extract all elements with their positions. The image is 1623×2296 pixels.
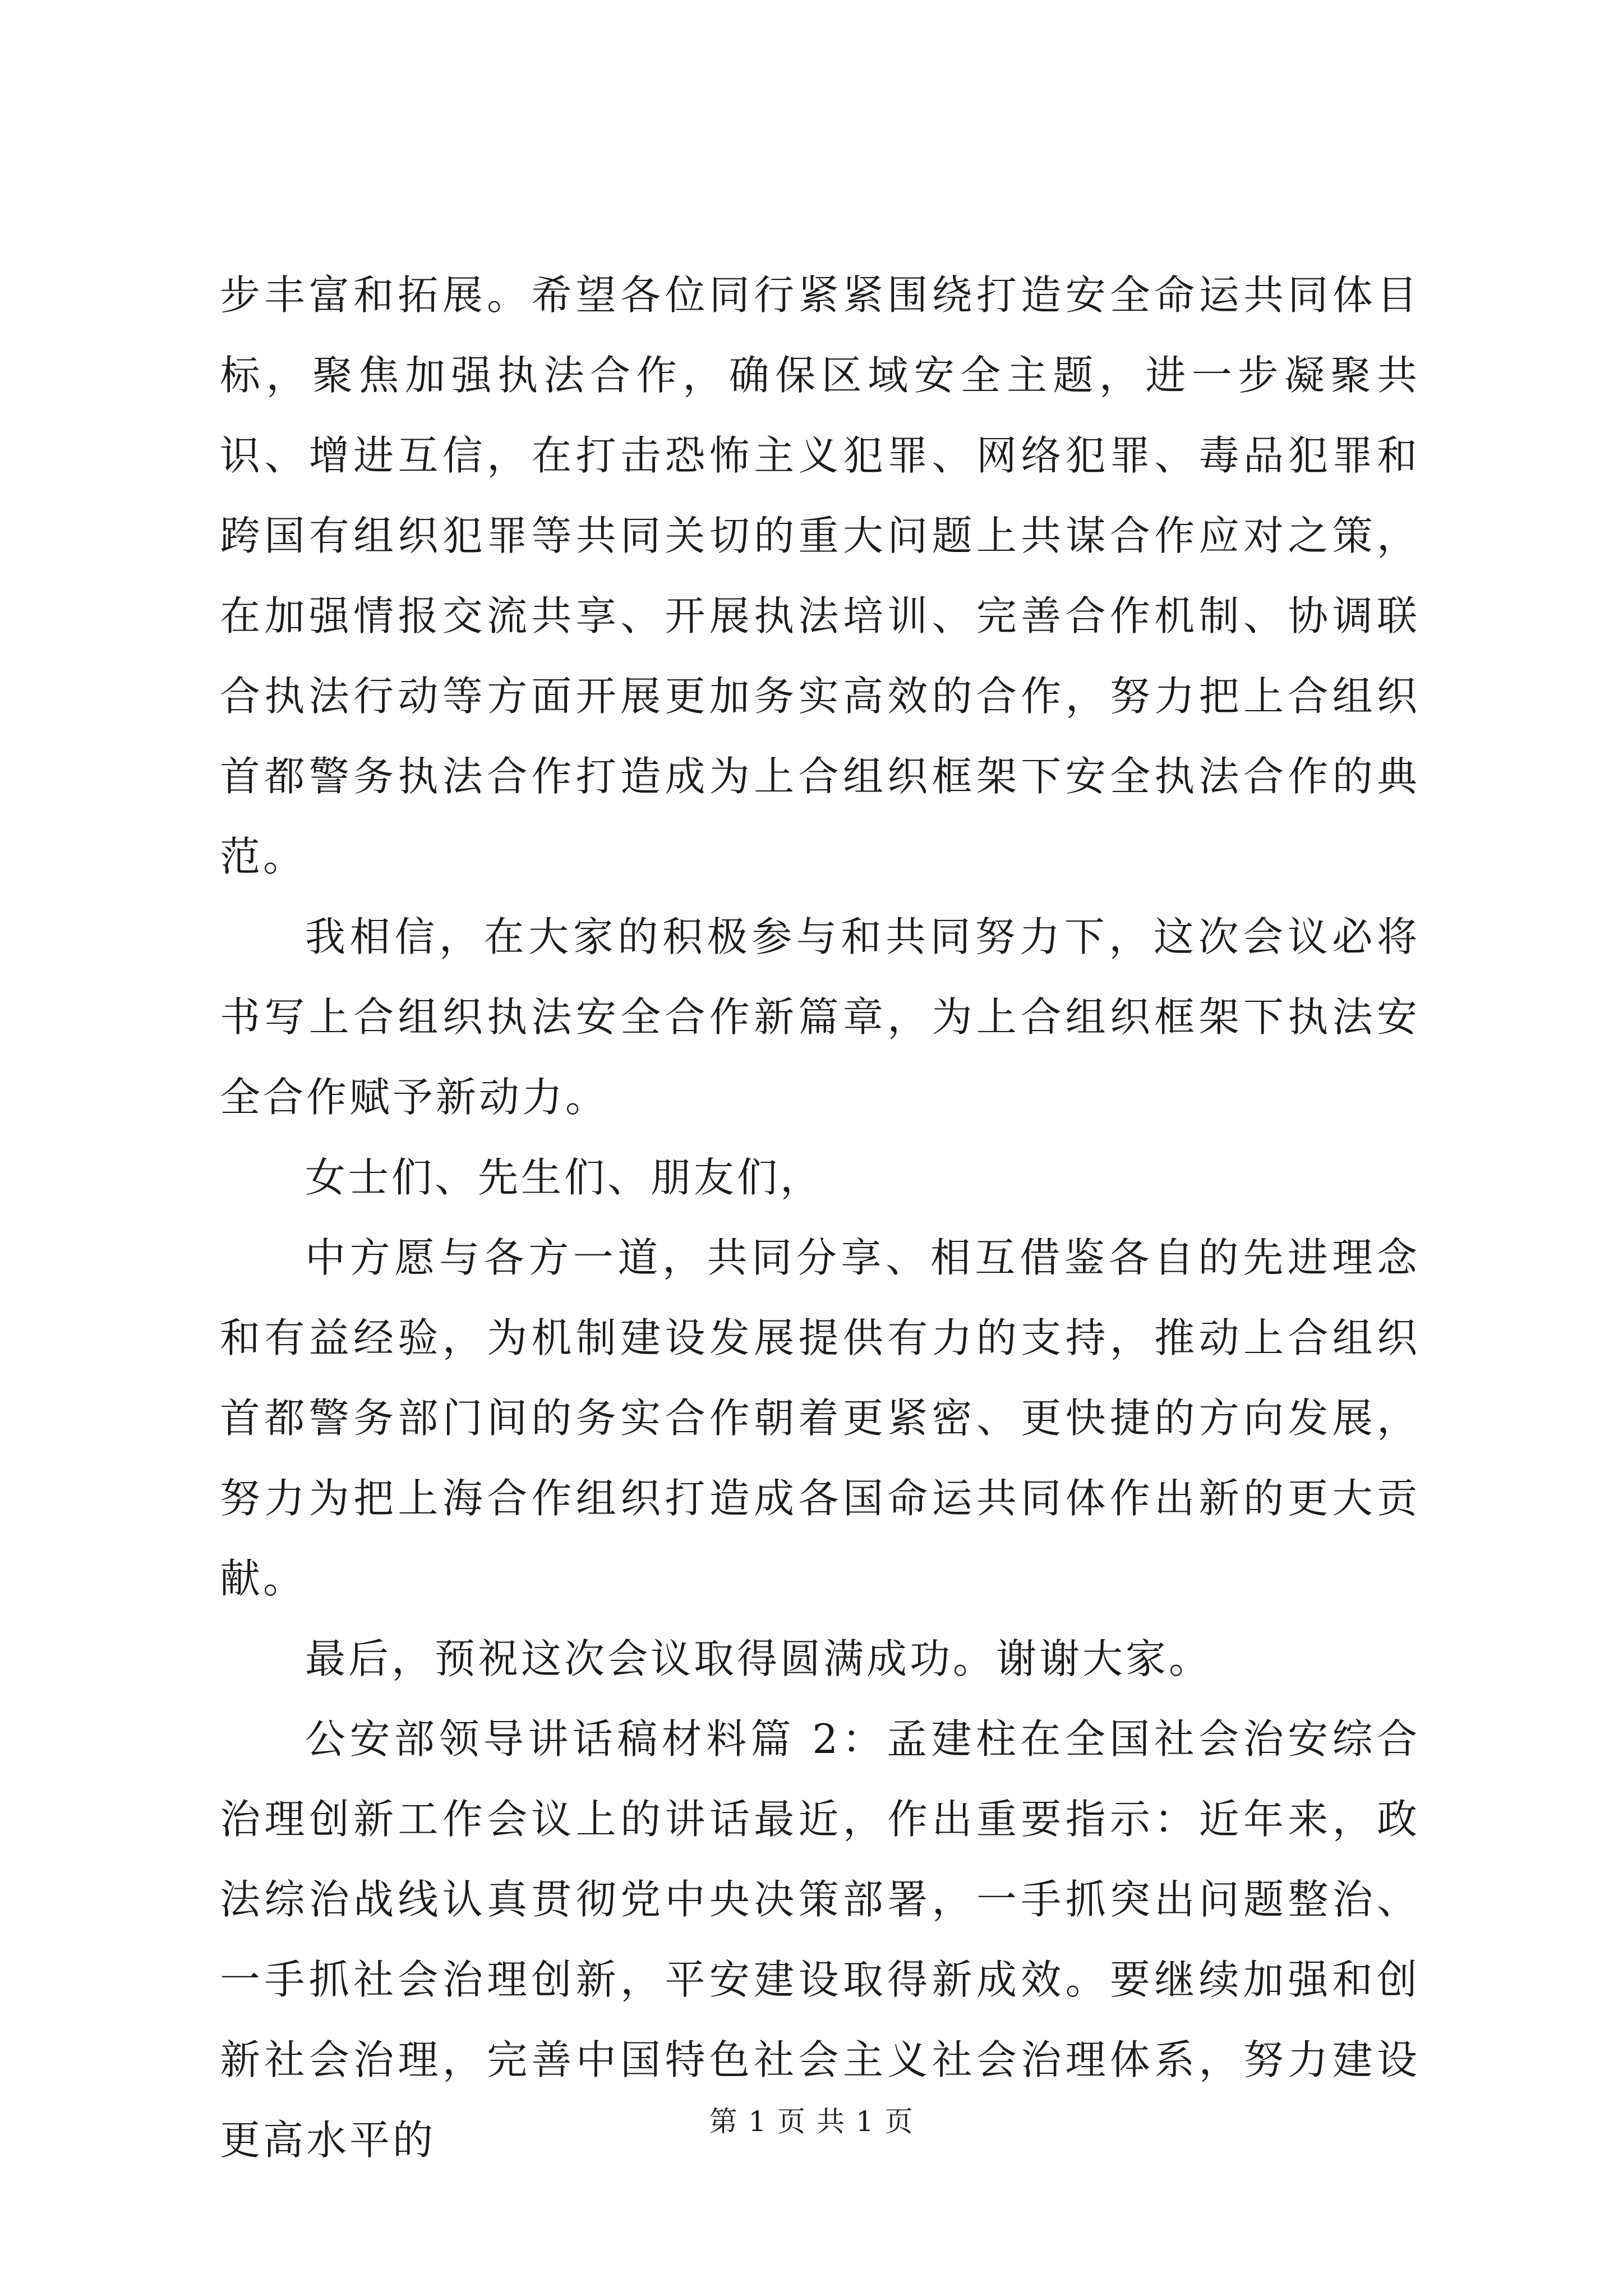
paragraph-2: 我相信，在大家的积极参与和共同努力下，这次会议必将书写上合组织执法安全合作新篇章，为上合组织框架下执法安全合作赋予新动力。 bbox=[220, 913, 1420, 1121]
paragraph-1: 步丰富和拓展。希望各位同行紧紧围绕打造安全命运共同体目标，聚焦加强执法合作，确保区域安全主题，进一步凝聚共识、增进互信，在打击恐怖主义犯罪、网络犯罪、毒品犯罪和跨国有组织犯罪等共同关切的重大问题上共谋合作应对之策，在加强情报交流共享、开展执法培训、完善合作机制、协调联合执法行动等方面开展更加务实高效的合作，努力把上合组织首都警务执法合作打造成为上合组织框架下安全执法合作的典范。 bbox=[220, 272, 1420, 880]
document-body bbox=[220, 255, 1420, 2180]
page-footer: 第 1 页 共 1 页 bbox=[709, 2105, 914, 2138]
paragraph-3: 女士们、先生们、朋友们， bbox=[305, 1154, 824, 1201]
paragraph-6: 公安部领导讲话稿材料篇 2：孟建柱在全国社会治安综合治理创新工作会议上的讲话最近，作出重要指示：近年来，政法综治战线认真贯彻党中央决策部署，一手抓突出问题整治、一手抓社会治理创新，平安建设取得新成效。要继续加强和创新社会治理，完善中国特色社会主义社会治理体系，努力建设更高水平的 bbox=[220, 1715, 1420, 2164]
paragraph-4: 中方愿与各方一道，共同分享、相互借鉴各自的先进理念和有益经验，为机制建设发展提供有力的支持，推动上合组织首都警务部门间的务实合作朝着更紧密、更快捷的方向发展，努力为把上海合作组织打造成各国命运共同体作出新的更大贡献。 bbox=[220, 1234, 1420, 1602]
paragraph-5: 最后，预祝这次会议取得圆满成功。谢谢大家。 bbox=[305, 1635, 1212, 1682]
